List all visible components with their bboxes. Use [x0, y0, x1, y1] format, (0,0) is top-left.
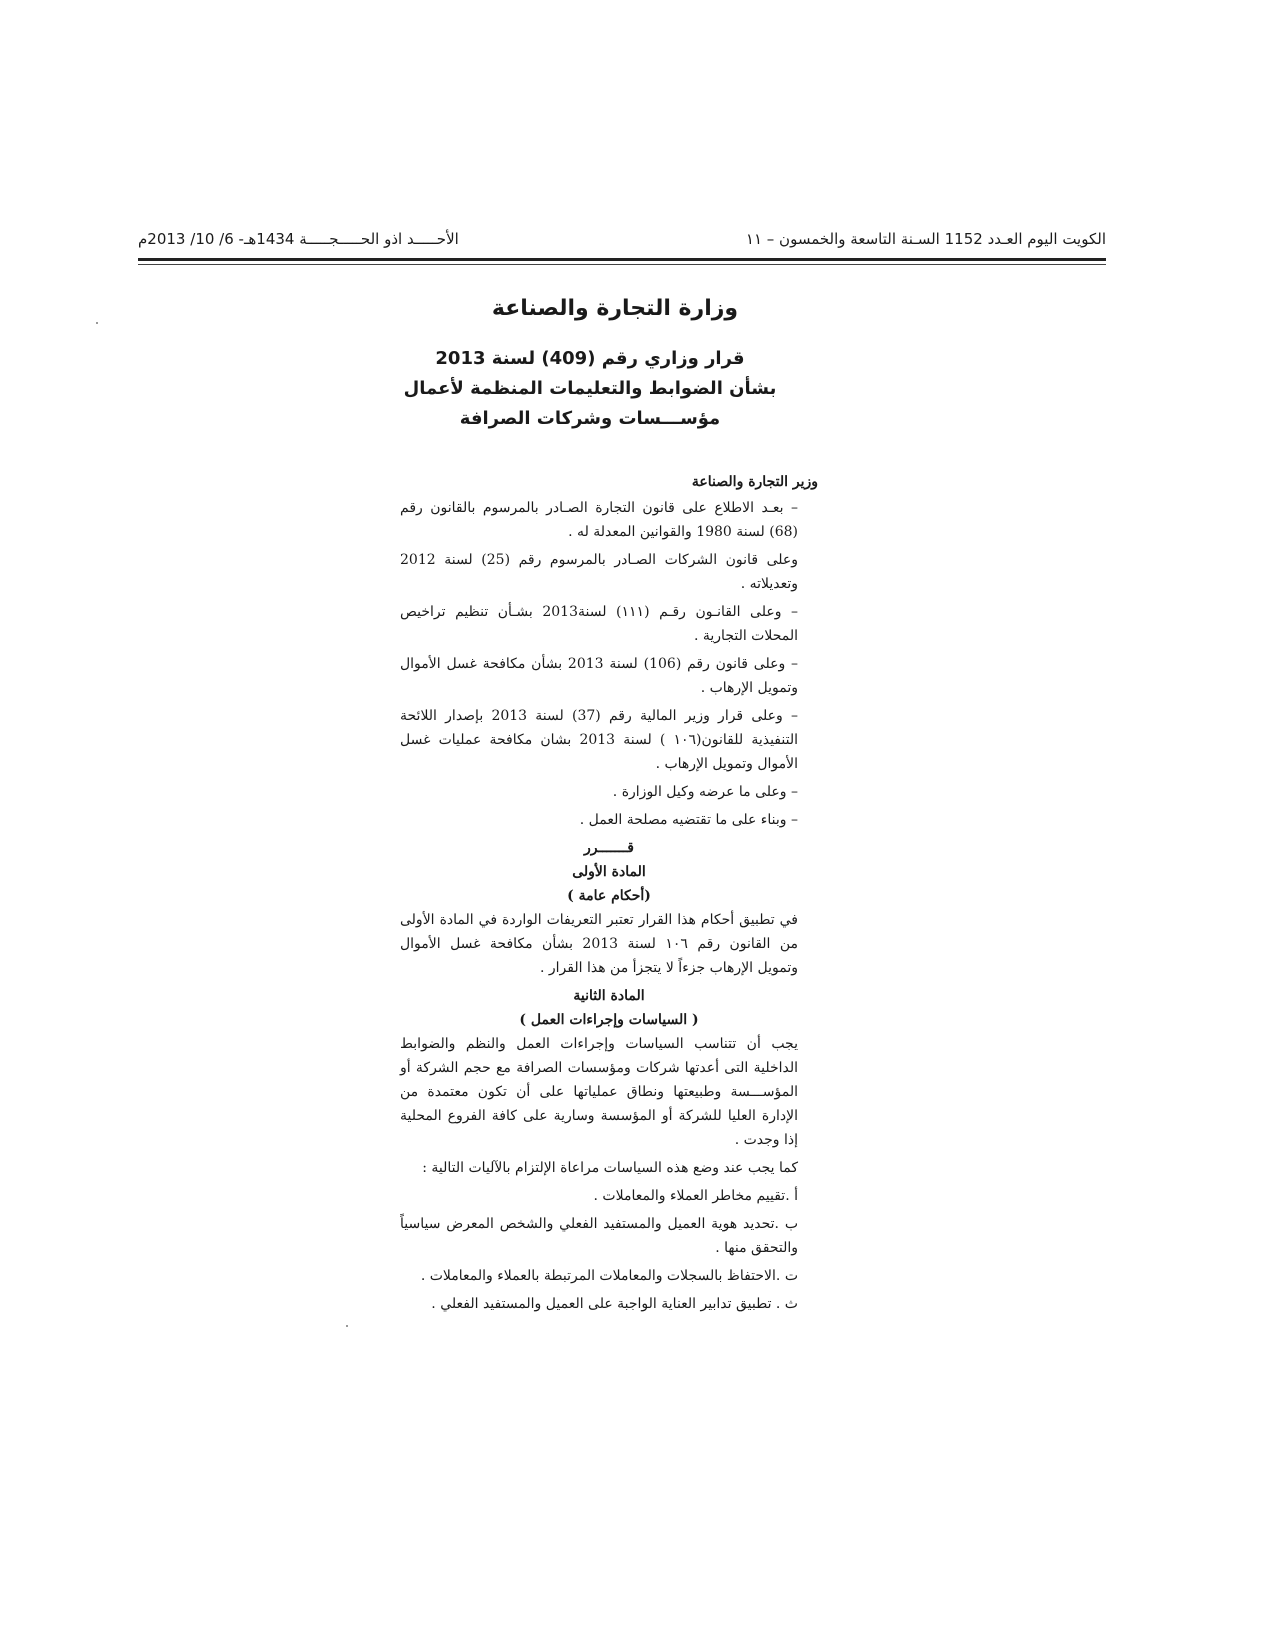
preamble-paragraph: – بعـد الاطلاع على قانون التجارة الصـادر بالمرسوم بالقانون رقم (68) لسنة 1980 والقوانين المعدلة له . [400, 500, 798, 540]
ministry-name: وزارة التجارة والصناعة [491, 296, 739, 321]
list-item: ث . تطبيق تدابير العناية الواجبة على العميل والمستفيد الفعلي . [431, 1296, 798, 1312]
decision-title-line-2: بشأن الضوابط والتعليمات المنظمة لأعمال [403, 378, 777, 399]
decision-body [400, 470, 818, 1320]
page-header [138, 226, 1106, 254]
scan-speck [96, 322, 98, 324]
decided-heading: قـــــــرر [584, 840, 634, 856]
preamble-paragraph: – وعلى القانـون رقـم (١١١) لسنة2013 بشـأن تنظيم تراخيص المحلات التجارية . [400, 604, 798, 644]
list-item: أ .تقييم مخاطر العملاء والمعاملات . [593, 1188, 798, 1204]
header-rule-thin [138, 264, 1106, 265]
decision-title-line-1: قرار وزاري رقم (409) لسنة 2013 [435, 348, 745, 369]
preamble-paragraph: – وعلى ما عرضه وكيل الوزارة . [612, 784, 798, 800]
article-1-text: في تطبيق أحكام هذا القرار تعتبر التعريفات الواردة في المادة الأولى من القانون رقم ١٠٦ لسنة 2013 بشأن مكافحة غسل الأموال وتمويل الإرهاب جزءاً لا يتجزأ من هذا القرار . [400, 912, 798, 976]
preamble-paragraph: – وعلى قرار وزير المالية رقم (37) لسنة 2013 بإصدار اللائحة التنفيذية للقانون(١٠٦ ) لسنة 2013 بشان مكافحة عمليات غسل الأموال وتمويل الإرهاب . [400, 708, 798, 772]
preamble-paragraph: وعلى قانون الشركات الصـادر بالمرسوم رقم (25) لسنة 2012 وتعديلاته . [400, 552, 798, 592]
article-2-subtitle: ( السياسات وإجراءات العمل ) [519, 1012, 699, 1028]
header-date: الأحـــــد اذو الحـــــجـــــة 1434هـ- 6/ 10/ 2013م [138, 230, 459, 248]
preamble-paragraph: – وعلى قانون رقم (106) لسنة 2013 بشأن مكافحة غسل الأموال وتمويل الإرهاب . [400, 656, 798, 696]
list-item: ت .الاحتفاظ بالسجلات والمعاملات المرتبطة بالعملاء والمعاملات . [420, 1268, 798, 1284]
list-item: ب .تحديد هوية العميل والمستفيد الفعلي والشخص المعرض سياسياً والتحقق منها . [400, 1216, 798, 1256]
header-rule-thick [138, 258, 1106, 261]
decision-title-line-3: مؤســـسات وشركات الصرافة [459, 408, 721, 429]
header-issue-info: الكويت اليوم العـدد 1152 السـنة التاسعة والخمسون – ١١ [745, 230, 1106, 248]
article-2-title: المادة الثانية [573, 988, 645, 1004]
minister-title: وزير التجارة والصناعة [691, 474, 818, 490]
article-1-title: المادة الأولى [572, 864, 646, 880]
decision-title [380, 344, 800, 434]
article-2-text: يجب أن تتناسب السياسات وإجراءات العمل والنظم والضوابط الداخلية التى أعدتها شركات ومؤسسات الصرافة مع حجم الشركة أو المؤســـسة وطبيعتها ونطاق عملياتها على أن تكون معتمدة من الإدارة العليا للشركة أو المؤسسة وسارية على كافة الفروع المحلية إذا وجدت . [400, 1036, 798, 1148]
article-1-subtitle: (أحكام عامة ) [567, 888, 651, 904]
preamble-paragraph: – وبناء على ما تقتضيه مصلحة العمل . [579, 812, 798, 828]
scan-speck [346, 1325, 348, 1327]
article-2-text: كما يجب عند وضع هذه السياسات مراعاة الإلتزام بالآليات التالية : [422, 1160, 798, 1176]
